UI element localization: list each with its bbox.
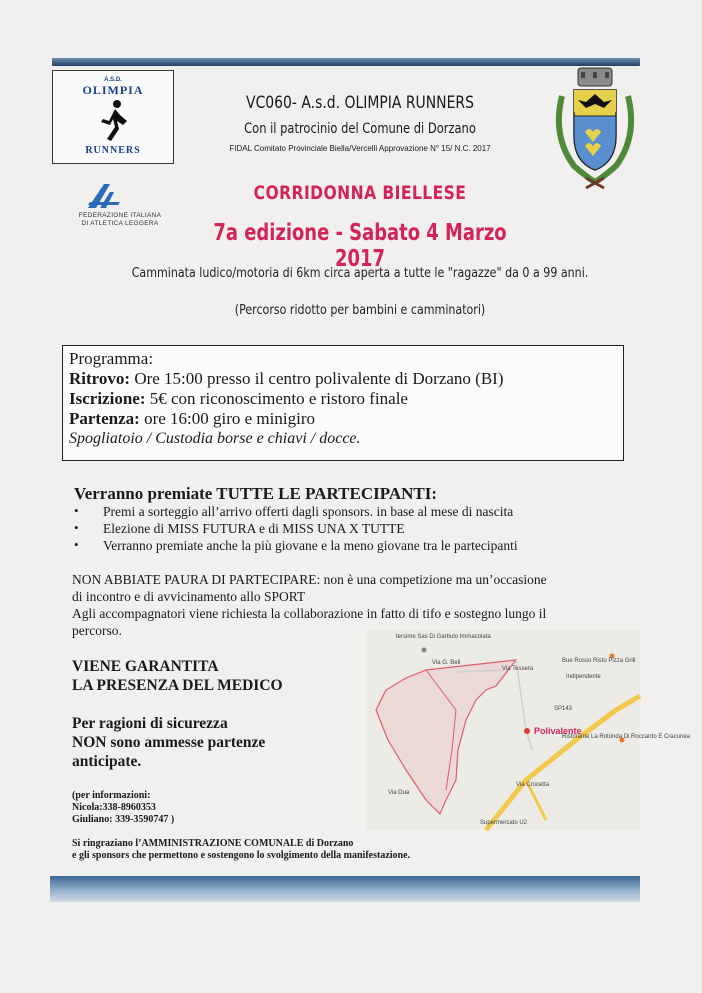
top-decorative-bar — [52, 58, 640, 66]
map-label-rotonda: Ristorante La Rotonda Di Roccardo E Cracunea — [562, 734, 691, 740]
program-box — [62, 345, 624, 461]
runner-icon — [95, 99, 131, 143]
list-item: • Premi a sorteggio all’arrivo offerti dagli sponsors. in base al mese di nascita — [72, 503, 632, 520]
event-title: CORRIDONNA BIELLESE — [253, 182, 467, 204]
safety-notice: Per ragioni di sicurezza NON sono ammesse partenze anticipate. — [72, 715, 266, 770]
program-heading: Programma: — [69, 349, 154, 368]
map-label-bar: Bue Rosso Risto Pizza Grill — [562, 658, 636, 664]
map-label-dua: Via Dua — [388, 790, 410, 796]
list-item: • Elezione di MISS FUTURA e di MISS UNA X TUTTE — [72, 520, 632, 537]
map-label-indipendente: Indipendente — [566, 674, 601, 680]
map-label-crocetta: Via Crocetta — [516, 782, 549, 788]
medic-notice: VIENE GARANTITA LA PRESENZA DEL MEDICO — [72, 658, 283, 694]
message-paragraph-1: NON ABBIATE PAURA DI PARTECIPARE: non è una competizione ma un’occasione di incontro e di avvicinamento allo SPORT — [72, 572, 547, 604]
program-partenza: Partenza: ore 16:00 giro e minigiro — [69, 409, 315, 428]
contacts — [72, 790, 174, 826]
contact-nicola: Nicola:338-8960353 — [72, 802, 156, 813]
fidal-line1: FEDERAZIONE ITALIANA — [78, 212, 162, 219]
prizes-heading: Verranno premiate TUTTE LE PARTECIPANTI: — [74, 484, 438, 503]
fidal-mark-icon — [60, 180, 180, 212]
thanks-note: Si ringraziano l’AMMINISTRAZIONE COMUNALE di Dorzano e gli sponsors che permettono e sostengono lo svolgimento della manifestazione. — [72, 838, 411, 861]
event-intro: Camminata ludico/motoria di 6km circa aperta a tutte le "ragazze" da 0 a 99 anni. — [131, 265, 589, 281]
route-map — [366, 630, 691, 830]
prizes-list — [72, 503, 632, 554]
contact-giuliano: Giuliano: 339-3590747 ) — [72, 814, 175, 825]
contacts-heading: (per informazioni: — [72, 790, 151, 801]
patronage-line: Con il patrocinio del Comune di Dorzano — [244, 121, 476, 137]
list-item: • Verranno premiate anche la più giovane e la meno giovane tra le partecipanti — [72, 537, 632, 554]
logo-runners: RUNNERS — [85, 145, 141, 156]
bottom-decorative-bar — [50, 876, 640, 902]
fidal-approval: FIDAL Comitato Provinciale Biella/Vercelli Approvazione N° 15/ N.C. 2017 — [229, 144, 491, 153]
main-road — [486, 696, 640, 830]
logo-asd: A.S.D. — [104, 77, 122, 83]
org-name: VC060- A.s.d. OLIMPIA RUNNERS — [246, 93, 474, 113]
event-reduced-route: (Percorso ridotto per bambini e camminatori) — [234, 302, 486, 318]
program-iscrizione: Iscrizione: 5€ con riconoscimento e ristoro finale — [69, 389, 408, 408]
map-label-polivalente: Polivalente — [534, 726, 582, 736]
event-edition: 7a edizione - Sabato 4 Marzo 2017 — [213, 220, 507, 272]
fidal-logo — [60, 180, 180, 232]
logo-olimpia: OLIMPIA — [82, 83, 144, 97]
map-label-street-1: Via G. Bell — [432, 660, 461, 666]
map-label-tessera: Via Tessera — [502, 666, 534, 672]
message-paragraph-2: Agli accompagnatori viene richiesta la collaborazione in fatto di tifo e sostegno lungo il percorso. — [72, 606, 547, 638]
start-marker — [524, 728, 530, 734]
dorzano-crest — [548, 66, 642, 192]
map-label-church: tersime Sas Di Garbulo Immacolata — [396, 634, 491, 640]
map-label-sp: SP143 — [554, 706, 573, 712]
olimpia-runners-logo — [52, 70, 174, 164]
crest-icon — [548, 66, 642, 192]
program-services: Spogliatoio / Custodia borse e chiavi / docce. — [69, 430, 361, 447]
program-ritrovo: Ritrovo: Ore 15:00 presso il centro polivalente di Dorzano (BI) — [69, 369, 504, 388]
map-label-supermarket: Supermercato U2 — [480, 820, 528, 826]
fidal-line2: DI ATLETICA LEGGERA — [81, 220, 159, 227]
